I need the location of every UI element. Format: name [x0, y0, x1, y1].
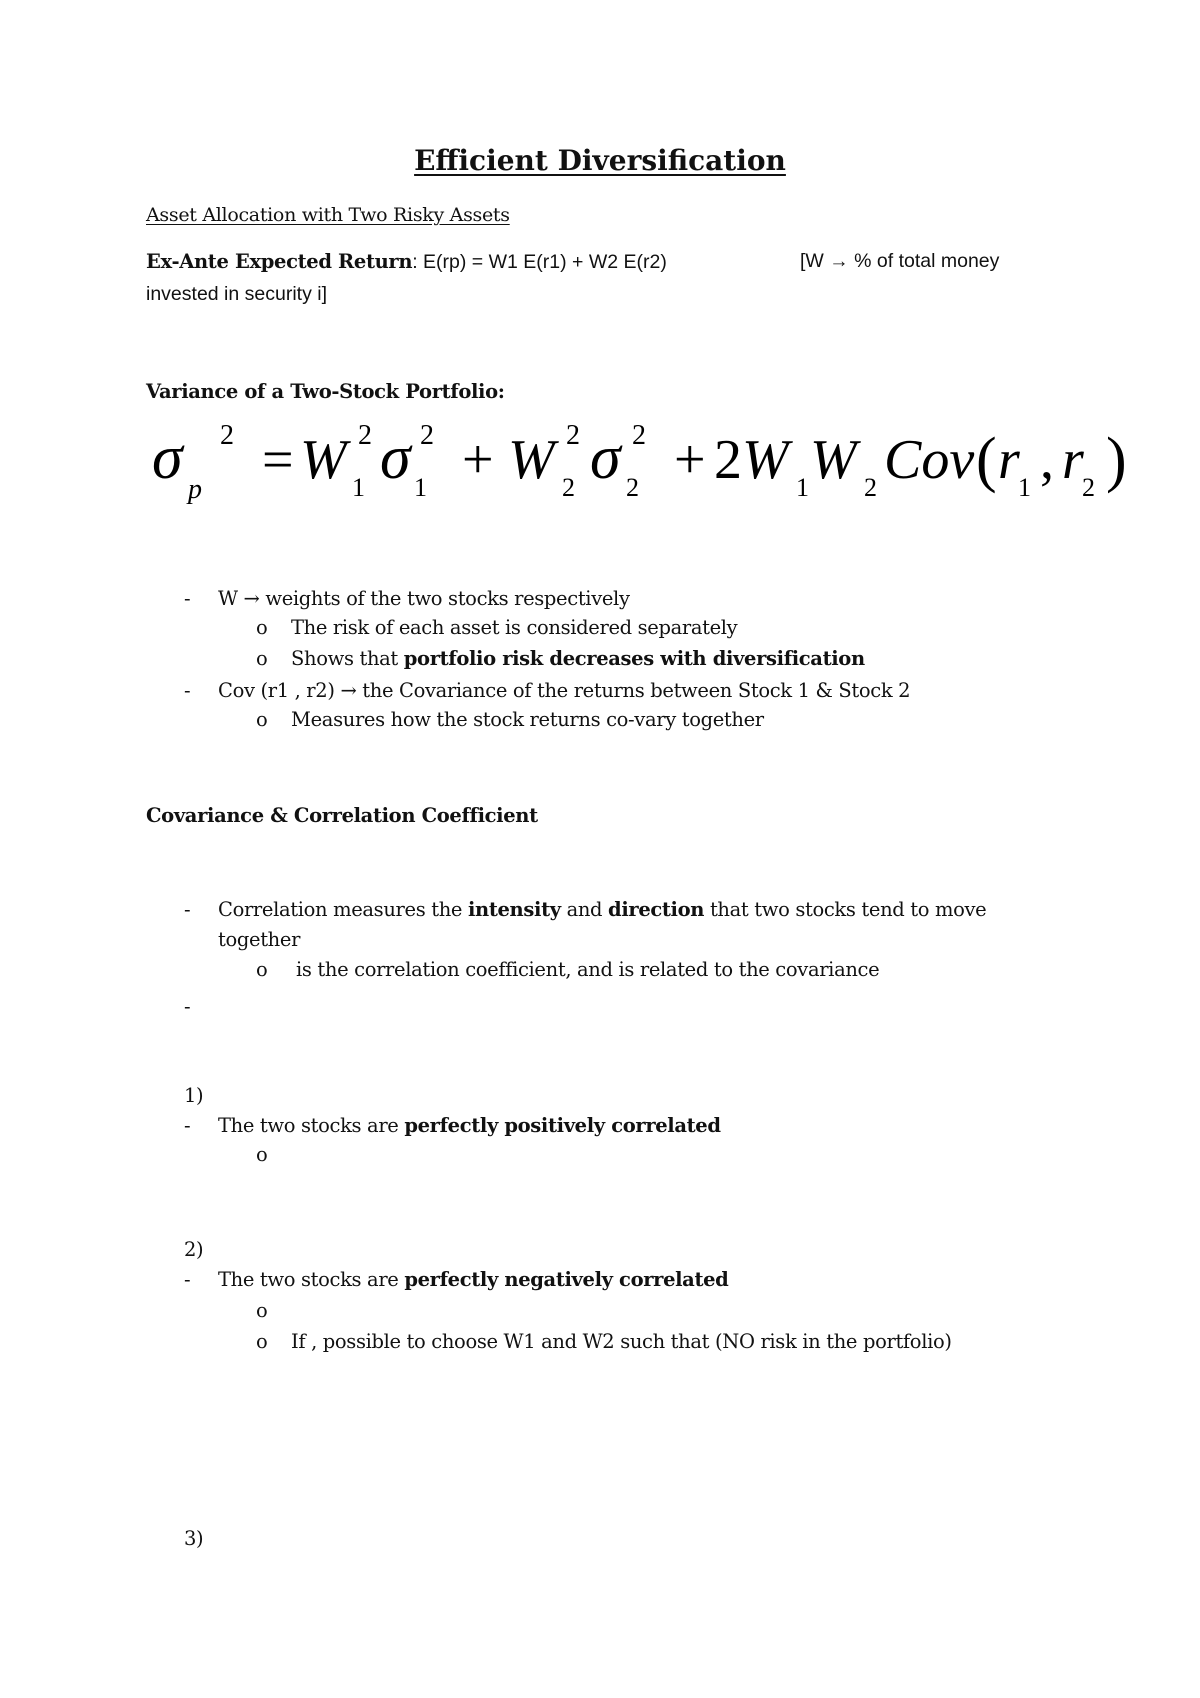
sub-bullet-risk: The risk of each asset is considered separately	[291, 616, 738, 639]
svg-text:W: W	[810, 429, 857, 491]
svg-text:,: ,	[1040, 429, 1054, 491]
svg-text:1: 1	[1018, 473, 1031, 502]
svg-text:1: 1	[414, 473, 427, 502]
svg-text:1: 1	[352, 473, 365, 502]
bullet-circle: o	[256, 1330, 268, 1353]
item-1-number: 1)	[184, 1084, 204, 1107]
sup-2: 2	[220, 420, 234, 451]
ex-ante-note-line2: invested in security i]	[146, 283, 327, 305]
sub-bullet-shows	[291, 647, 865, 670]
item-2-sub2: If , possible to choose W1 and W2 such that (NO risk in the portfolio)	[291, 1330, 952, 1353]
bullet-weights: W → weights of the two stocks respectively	[218, 587, 630, 610]
svg-text:r: r	[998, 429, 1020, 491]
covariance-heading: Covariance & Correlation Coefficient	[146, 804, 538, 827]
svg-text:2: 2	[562, 473, 575, 502]
bullet-correlation: Correlation measures the intensity and direction that two stocks tend to move	[218, 898, 987, 921]
bullet-circle: o	[256, 708, 268, 731]
item-2-number: 2)	[184, 1238, 204, 1261]
svg-text:2: 2	[864, 473, 877, 502]
svg-text:+: +	[462, 429, 494, 491]
svg-text:2: 2	[566, 420, 580, 451]
ex-ante-note: [W → % of total money	[800, 250, 1000, 272]
svg-text:2: 2	[420, 420, 434, 451]
variance-formula	[140, 410, 1140, 510]
bullet-dash: -	[184, 995, 191, 1018]
bullet-circle: o	[256, 1143, 268, 1166]
sub-bullet-coefficient: is the correlation coefficient, and is related to the covariance	[296, 958, 880, 981]
sub-bullet-shows-bold: portfolio risk decreases with diversification	[403, 647, 865, 670]
svg-text:): )	[1106, 426, 1127, 494]
variance-heading: Variance of a Two-Stock Portfolio:	[146, 380, 505, 403]
item-1-text: The two stocks are perfectly positively correlated	[218, 1114, 721, 1137]
w1: W	[300, 429, 347, 491]
bullet-dash: -	[184, 898, 191, 921]
svg-text:+: +	[674, 429, 706, 491]
bullet-circle: o	[256, 616, 268, 639]
bullet-circle: o	[256, 647, 268, 670]
bullet-dash: -	[184, 587, 191, 610]
ex-ante-label: Ex-Ante Expected Return	[146, 250, 413, 273]
svg-text:r: r	[1062, 429, 1084, 491]
bullet-circle: o	[256, 958, 268, 981]
bullet-dash: -	[184, 1268, 191, 1291]
section-subtitle: Asset Allocation with Two Risky Assets	[146, 204, 510, 226]
svg-text:W: W	[508, 429, 555, 491]
ex-ante-formula: : E(rp) = W1 E(r1) + W2 E(r2)	[412, 251, 667, 273]
bullet-dash: -	[184, 1114, 191, 1137]
sub-p: p	[188, 474, 202, 505]
svg-text:2: 2	[1082, 473, 1095, 502]
bullet-cov: Cov (r1 , r2) → the Covariance of the returns between Stock 1 & Stock 2	[218, 679, 911, 702]
bullet-dash: -	[184, 679, 191, 702]
svg-text:1: 1	[796, 473, 809, 502]
item-3-number: 3)	[184, 1527, 204, 1550]
equals: =	[262, 429, 294, 491]
svg-text:W: W	[742, 429, 789, 491]
bullet-correlation-line2: together	[218, 928, 301, 951]
item-2-text: The two stocks are perfectly negatively correlated	[218, 1268, 729, 1291]
sub-bullet-shows-plain: Shows that	[291, 647, 404, 670]
sigma-p: σ	[152, 424, 183, 492]
svg-text:2: 2	[714, 429, 742, 491]
svg-text:σ: σ	[590, 424, 621, 492]
svg-text:2: 2	[626, 473, 639, 502]
svg-text:(: (	[976, 426, 997, 494]
svg-text:2: 2	[358, 420, 372, 451]
svg-text:Cov: Cov	[884, 429, 975, 491]
bullet-circle: o	[256, 1299, 268, 1322]
sub-bullet-covary: Measures how the stock returns co-vary together	[291, 708, 764, 731]
svg-text:2: 2	[632, 420, 646, 451]
page-title: Efficient Diversification	[414, 144, 786, 177]
ex-ante-line	[146, 250, 667, 274]
svg-text:σ: σ	[380, 424, 411, 492]
